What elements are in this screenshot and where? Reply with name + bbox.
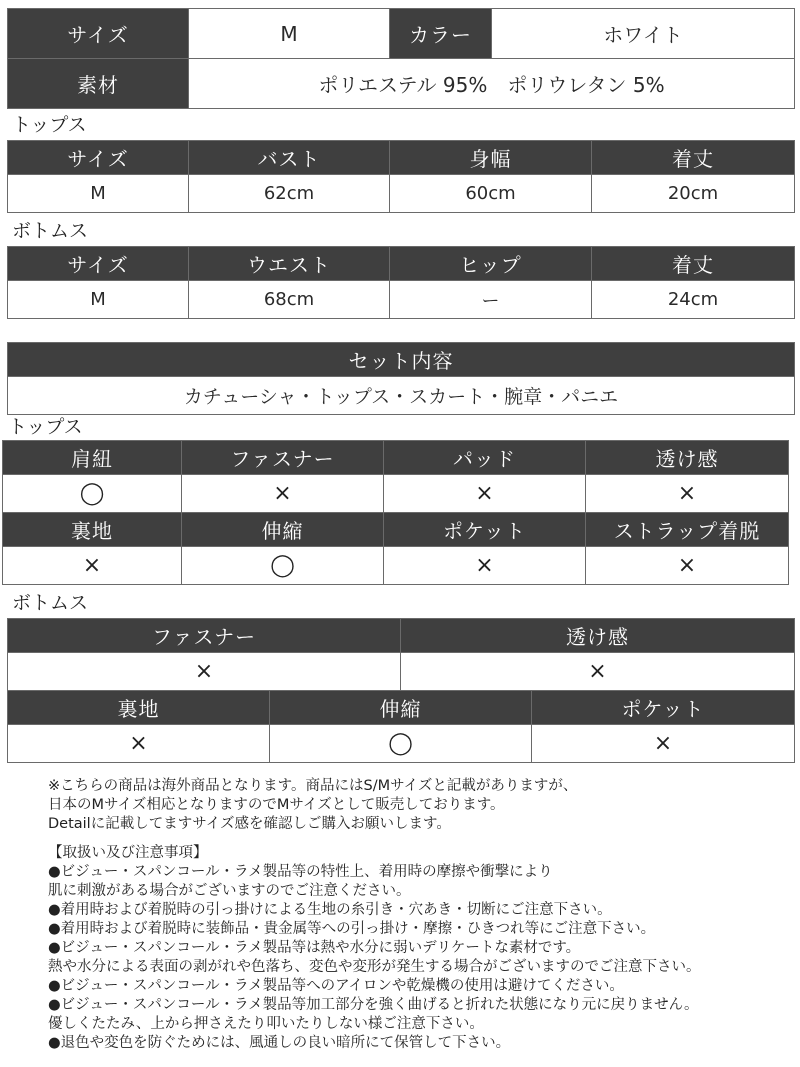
tops-pocket-header: ポケット	[384, 513, 586, 547]
care-line: 熱や水分による表面の剥がれや色落ち、変色や変形が発生する場合がございますのでご注意下さい。	[48, 959, 701, 975]
size-value: M	[189, 9, 390, 59]
set-contents-value: カチューシャ・トップス・スカート・腕章・パニエ	[8, 377, 795, 415]
bottoms-features-section-label: ボトムス	[12, 592, 89, 614]
set-contents-table	[7, 342, 795, 415]
tops-shoulder-strap-header: 肩紐	[3, 441, 182, 475]
tops-length-value: 20cm	[592, 175, 795, 213]
bottoms-lining-header: 裏地	[8, 691, 270, 725]
bottoms-lining-mark: ×	[8, 725, 270, 763]
care-title: 【取扱い及び注意事項】	[48, 845, 208, 861]
bottoms-features-table-row1	[7, 618, 795, 691]
product-notes	[48, 777, 788, 1053]
material-label: 素材	[8, 59, 189, 109]
bottoms-length-value: 24cm	[592, 281, 795, 319]
material-value: ポリエステル 95% ポリウレタン 5%	[189, 59, 795, 109]
spec-table	[7, 8, 795, 109]
tops-width-value: 60cm	[390, 175, 592, 213]
tops-pocket-mark: ×	[384, 547, 586, 585]
bottoms-zipper-mark: ×	[8, 653, 401, 691]
tops-features-table	[2, 440, 789, 585]
care-line: ●ビジュー・スパンコール・ラメ製品等は熱や水分に弱いデリケートな素材です。	[48, 940, 581, 956]
tops-length-header: 着丈	[592, 141, 795, 175]
tops-lining-mark: ×	[3, 547, 182, 585]
care-line: ●着用時および着脱時の引っ掛けによる生地の糸引き・穴あき・切断にご注意下さい。	[48, 902, 612, 918]
bottoms-hip-value: ー	[390, 281, 592, 319]
care-line: ●ビジュー・スパンコール・ラメ製品等加工部分を強く曲げると折れた状態になり元に戻りません。	[48, 997, 699, 1013]
care-line: 優しくたたみ、上から押さえたり叩いたりしない様ご注意下さい。	[48, 1016, 484, 1032]
tops-zipper-header: ファスナー	[182, 441, 384, 475]
bottoms-zipper-header: ファスナー	[8, 619, 401, 653]
tops-bust-value: 62cm	[189, 175, 390, 213]
bottoms-sheer-header: 透け感	[401, 619, 795, 653]
care-line: ●ビジュー・スパンコール・ラメ製品等の特性上、着用時の摩擦や衝撃により	[48, 864, 553, 880]
tops-zipper-mark: ×	[182, 475, 384, 513]
bottoms-stretch-header: 伸縮	[270, 691, 532, 725]
bottoms-pocket-mark: ×	[532, 725, 795, 763]
tops-features-section-label: トップス	[8, 416, 83, 438]
bottoms-size-table	[7, 246, 795, 319]
bottoms-length-header: 着丈	[592, 247, 795, 281]
tops-lining-header: 裏地	[3, 513, 182, 547]
set-contents-header: セット内容	[8, 343, 795, 377]
tops-size-value: M	[8, 175, 189, 213]
care-line: ●ビジュー・スパンコール・ラメ製品等へのアイロンや乾燥機の使用は避けてください。	[48, 978, 624, 994]
tops-sheer-mark: ×	[586, 475, 789, 513]
size-label: サイズ	[8, 9, 189, 59]
bottoms-features-table-row2	[7, 690, 795, 763]
color-value: ホワイト	[492, 9, 795, 59]
note-line: Detailに記載してますサイズ感を確認しご購入お願いします。	[48, 816, 451, 832]
tops-bust-header: バスト	[189, 141, 390, 175]
bottoms-size-header: サイズ	[8, 247, 189, 281]
tops-pad-header: パッド	[384, 441, 586, 475]
tops-shoulder-strap-mark: ◯	[3, 475, 182, 513]
tops-size-section-label: トップス	[12, 114, 87, 136]
note-line: 日本のMサイズ相応となりますのでMサイズとして販売しております。	[48, 797, 505, 813]
tops-width-header: 身幅	[390, 141, 592, 175]
bottoms-size-section-label: ボトムス	[12, 220, 89, 242]
tops-strap-removable-mark: ×	[586, 547, 789, 585]
bottoms-sheer-mark: ×	[401, 653, 795, 691]
tops-sheer-header: 透け感	[586, 441, 789, 475]
care-line: 肌に刺激がある場合がございますのでご注意ください。	[48, 883, 411, 899]
bottoms-hip-header: ヒップ	[390, 247, 592, 281]
bottoms-waist-header: ウエスト	[189, 247, 390, 281]
tops-size-table	[7, 140, 795, 213]
tops-stretch-header: 伸縮	[182, 513, 384, 547]
bottoms-stretch-mark: ◯	[270, 725, 532, 763]
tops-size-header: サイズ	[8, 141, 189, 175]
tops-strap-removable-header: ストラップ着脱	[586, 513, 789, 547]
care-line: ●退色や変色を防ぐためには、風通しの良い暗所にて保管して下さい。	[48, 1035, 511, 1051]
care-line: ●着用時および着脱時に装飾品・貴金属等への引っ掛け・摩擦・ひきつれ等にご注意下さい。	[48, 921, 656, 937]
note-line: ※こちらの商品は海外商品となります。商品にはS/Mサイズと記載がありますが、	[48, 778, 578, 794]
bottoms-size-value: M	[8, 281, 189, 319]
bottoms-waist-value: 68cm	[189, 281, 390, 319]
bottoms-pocket-header: ポケット	[532, 691, 795, 725]
color-label: カラー	[390, 9, 492, 59]
tops-stretch-mark: ◯	[182, 547, 384, 585]
tops-pad-mark: ×	[384, 475, 586, 513]
